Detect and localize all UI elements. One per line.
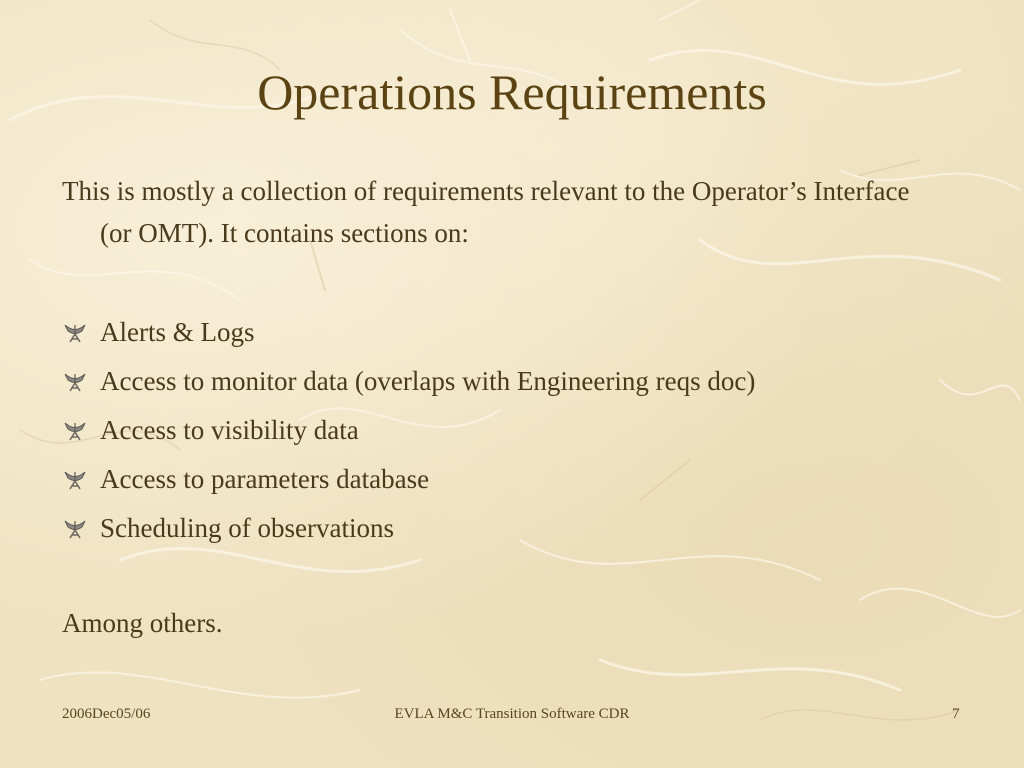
intro-paragraph: This is mostly a collection of requirements relevant to the Operator’s Interface (or OMT). It contains sections on: xyxy=(62,176,910,248)
bullet-label: Access to visibility data xyxy=(100,415,359,445)
bullet-item xyxy=(62,504,755,553)
footer-date: 2006Dec05/06 xyxy=(62,706,151,722)
bullet-label: Access to parameters database xyxy=(100,464,430,494)
bullet-label: Alerts & Logs xyxy=(100,317,255,347)
footer-title: EVLA M&C Transition Software CDR xyxy=(394,706,630,722)
radio-telescope-dish-icon xyxy=(62,469,88,491)
bullet-item xyxy=(62,308,755,357)
bullet-item xyxy=(62,406,755,455)
bullet-item xyxy=(62,357,755,406)
bullet-label: Access to monitor data (overlaps with Engineering reqs doc) xyxy=(100,366,756,396)
radio-telescope-dish-icon xyxy=(62,322,88,344)
slide-number: 7 xyxy=(952,706,960,722)
radio-telescope-dish-icon xyxy=(62,371,88,393)
bullet-list xyxy=(62,308,755,553)
bullet-label: Scheduling of observations xyxy=(100,513,394,543)
radio-telescope-dish-icon xyxy=(62,420,88,442)
radio-telescope-dish-icon xyxy=(62,518,88,540)
closing-text: Among others. xyxy=(62,608,223,638)
bullet-item xyxy=(62,455,755,504)
slide-title: Operations Requirements xyxy=(257,64,767,120)
